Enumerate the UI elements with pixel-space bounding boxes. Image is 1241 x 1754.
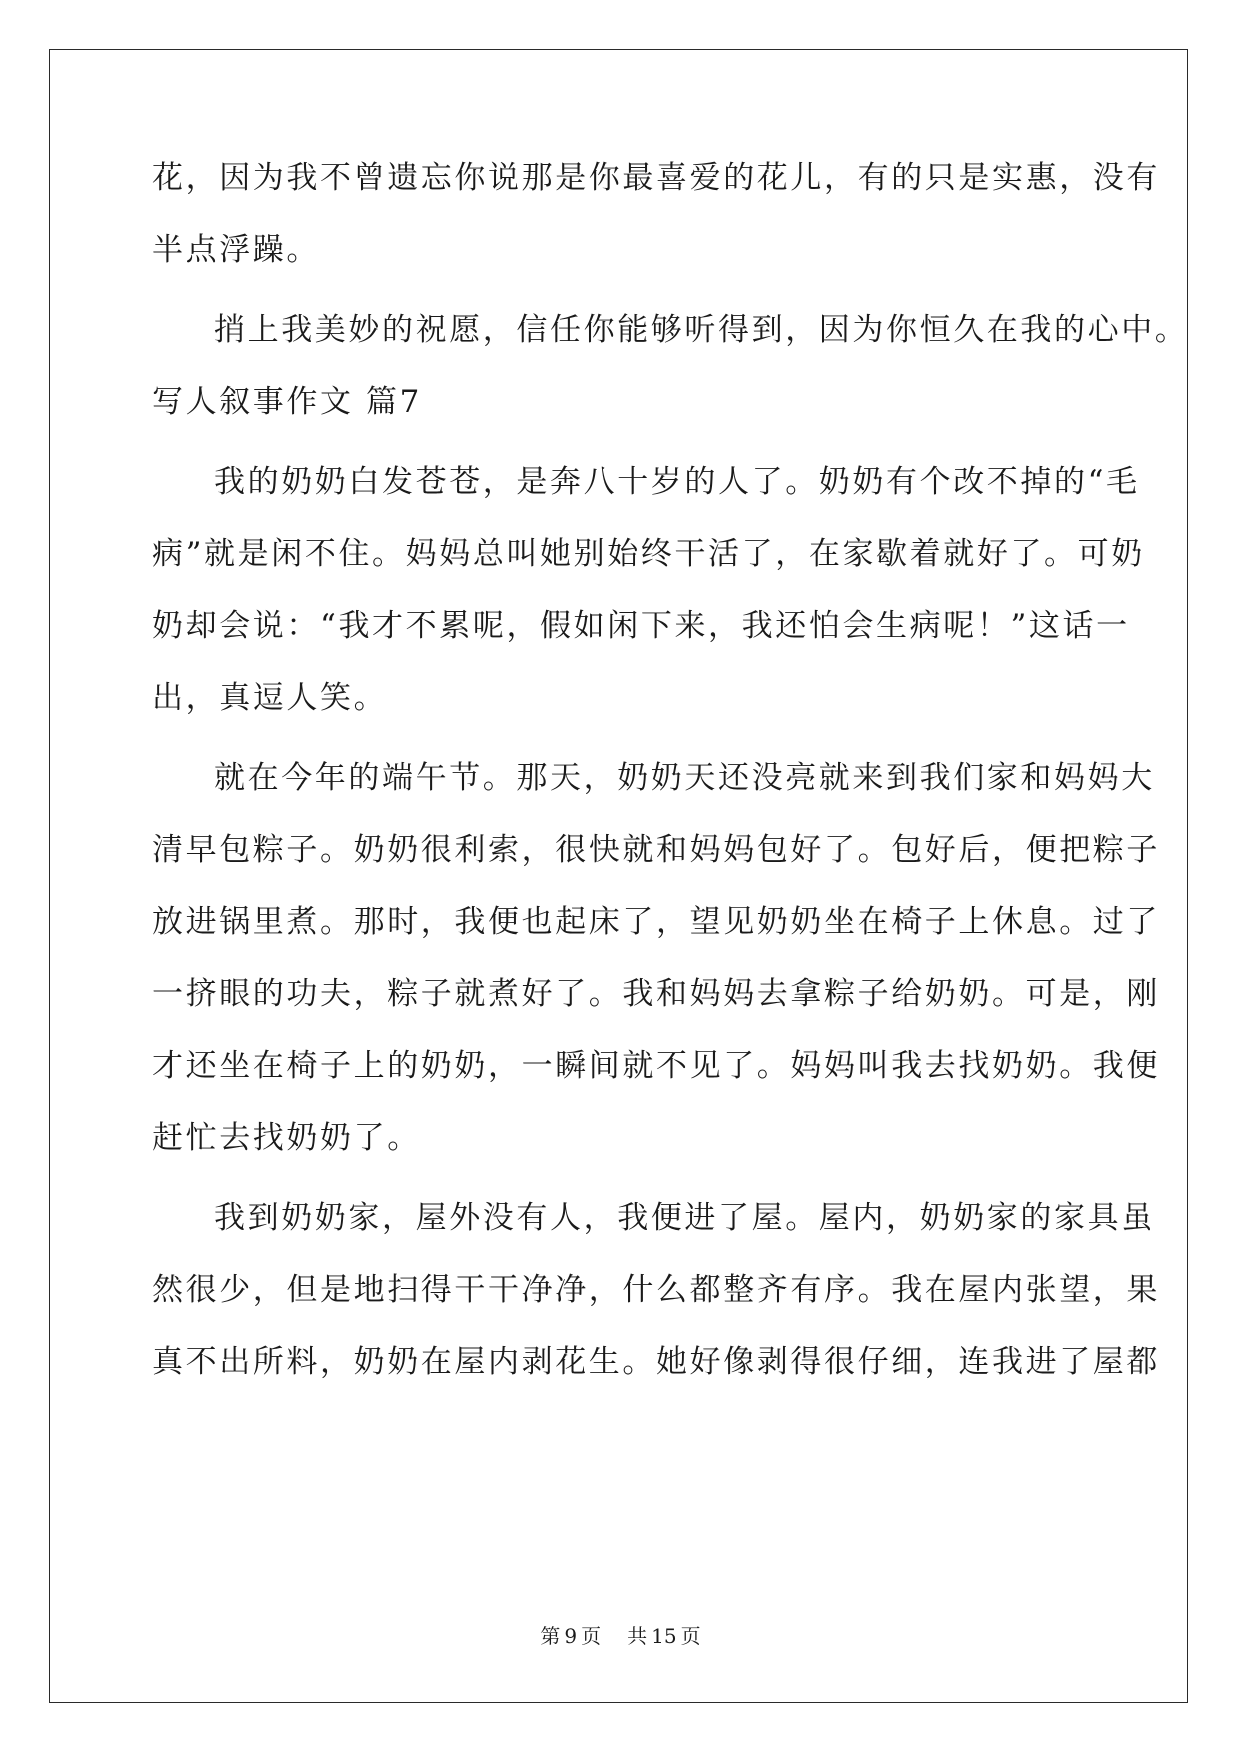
paragraph-start-line: 就在今年的端午节。那天，奶奶天还没亮就来到我们家和妈妈大 — [214, 760, 1155, 796]
text-line: 真不出所料，奶奶在屋内剥花生。她好像剥得很仔细，连我进了屋都 — [152, 1344, 1160, 1380]
page-number: 9 — [564, 1624, 578, 1648]
paragraph-start-line: 我的奶奶白发苍苍，是奔八十岁的人了。奶奶有个改不掉的“毛 — [214, 464, 1140, 500]
page-label-prefix: 第 — [540, 1624, 561, 1648]
total-label-prefix: 共 — [627, 1624, 648, 1648]
total-pages: 15 — [651, 1624, 677, 1648]
text-line: 奶却会说：“我才不累呢，假如闲下来，我还怕会生病呢！”这话一 — [152, 608, 1130, 644]
text-line: 然很少，但是地扫得干干净净，什么都整齐有序。我在屋内张望，果 — [152, 1272, 1160, 1308]
section-heading: 写人叙事作文 篇7 — [152, 384, 422, 420]
text-line: 病”就是闲不住。妈妈总叫她别始终干活了，在家歇着就好了。可奶 — [152, 536, 1145, 572]
page-border — [49, 49, 1188, 1703]
page-label-suffix: 页 — [581, 1624, 602, 1648]
text-line: 清早包粽子。奶奶很利索，很快就和妈妈包好了。包好后，便把粽子 — [152, 832, 1160, 868]
text-line: 花，因为我不曾遗忘你说那是你最喜爱的花儿，有的只是实惠，没有 — [152, 160, 1160, 196]
text-line: 半点浮躁。 — [152, 232, 320, 268]
text-line: 出，真逗人笑。 — [152, 680, 388, 716]
paragraph-start-line: 捎上我美妙的祝愿，信任你能够听得到，因为你恒久在我的心中。 — [214, 312, 1189, 348]
paragraph-start-line: 我到奶奶家，屋外没有人，我便进了屋。屋内，奶奶家的家具虽 — [214, 1200, 1155, 1236]
text-line: 才还坐在椅子上的奶奶，一瞬间就不见了。妈妈叫我去找奶奶。我便 — [152, 1048, 1160, 1084]
text-line: 一挤眼的功夫，粽子就煮好了。我和妈妈去拿粽子给奶奶。可是，刚 — [152, 976, 1160, 1012]
page-footer — [0, 1624, 1241, 1648]
text-line: 放进锅里煮。那时，我便也起床了，望见奶奶坐在椅子上休息。过了 — [152, 904, 1160, 940]
text-line: 赶忙去找奶奶了。 — [152, 1120, 421, 1156]
total-label-suffix: 页 — [680, 1624, 701, 1648]
